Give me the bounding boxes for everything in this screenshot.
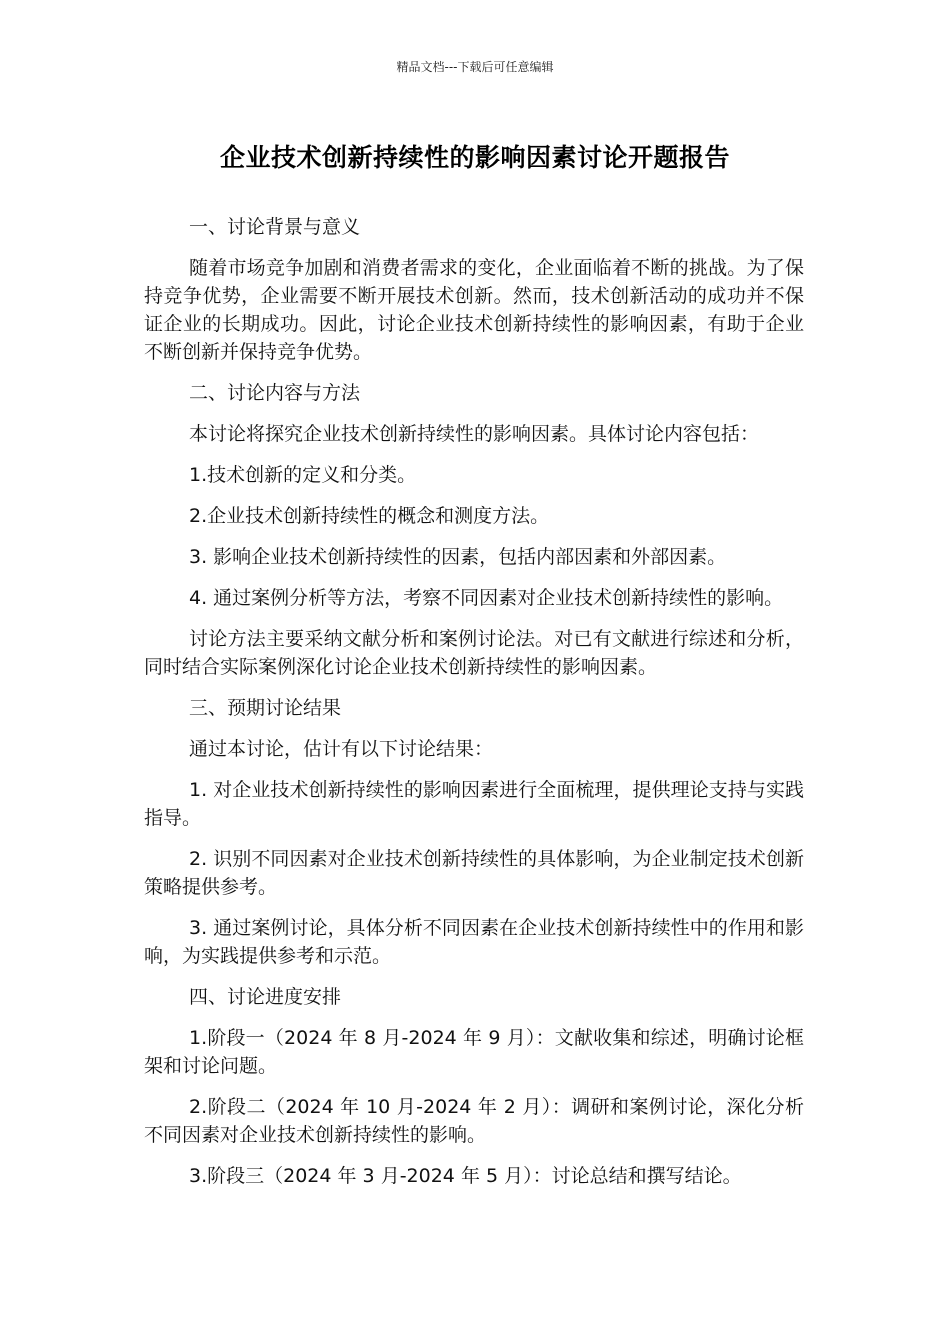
paragraph-method: 讨论方法主要采纳文献分析和案例讨论法。对已有文献进行综述和分析，同时结合实际案例深化讨论企业技术创新持续性的影响因素。 (144, 628, 804, 678)
section-heading-expected-results: 三、预期讨论结果 (189, 697, 342, 719)
list-item-content-2: 2.企业技术创新持续性的概念和测度方法。 (189, 505, 550, 527)
list-item-content-1: 1.技术创新的定义和分类。 (189, 464, 417, 486)
section-heading-schedule: 四、讨论进度安排 (189, 986, 342, 1008)
paragraph-background: 随着市场竞争加剧和消费者需求的变化，企业面临着不断的挑战。为了保持竞争优势，企业需要不断开展技术创新。然而，技术创新活动的成功并不保证企业的长期成功。因此，讨论企业技术创新持续性的影响因素，有助于企业不断创新并保持竞争优势。 (144, 257, 804, 363)
list-item-result-2: 2. 识别不同因素对企业技术创新持续性的具体影响，为企业制定技术创新策略提供参考。 (144, 848, 804, 898)
document-body (144, 213, 804, 1203)
list-item-stage-2: 2.阶段二（2024 年 10 月-2024 年 2 月）：调研和案例讨论，深化分析不同因素对企业技术创新持续性的影响。 (144, 1096, 804, 1146)
document-title: 企业技术创新持续性的影响因素讨论开题报告 (219, 143, 730, 172)
paragraph-content-intro: 本讨论将探究企业技术创新持续性的影响因素。具体讨论内容包括： (189, 423, 760, 445)
paragraph-results-intro: 通过本讨论，估计有以下讨论结果： (189, 738, 494, 760)
list-item-result-1: 1. 对企业技术创新持续性的影响因素进行全面梳理，提供理论支持与实践指导。 (144, 779, 804, 829)
list-item-content-4: 4. 通过案例分析等方法，考察不同因素对企业技术创新持续性的影响。 (189, 587, 784, 609)
section-heading-content-method: 二、讨论内容与方法 (189, 382, 361, 404)
section-heading-background: 一、讨论背景与意义 (189, 216, 361, 238)
header-note: 精品文档---下载后可任意编辑 (396, 60, 554, 74)
list-item-content-3: 3. 影响企业技术创新持续性的因素，包括内部因素和外部因素。 (189, 546, 727, 568)
list-item-stage-1: 1.阶段一（2024 年 8 月-2024 年 9 月）：文献收集和综述，明确讨论框架和讨论问题。 (144, 1027, 804, 1077)
list-item-result-3: 3. 通过案例讨论，具体分析不同因素在企业技术创新持续性中的作用和影响，为实践提供参考和示范。 (144, 917, 804, 967)
list-item-stage-3: 3.阶段三（2024 年 3 月-2024 年 5 月）：讨论总结和撰写结论。 (189, 1165, 742, 1187)
